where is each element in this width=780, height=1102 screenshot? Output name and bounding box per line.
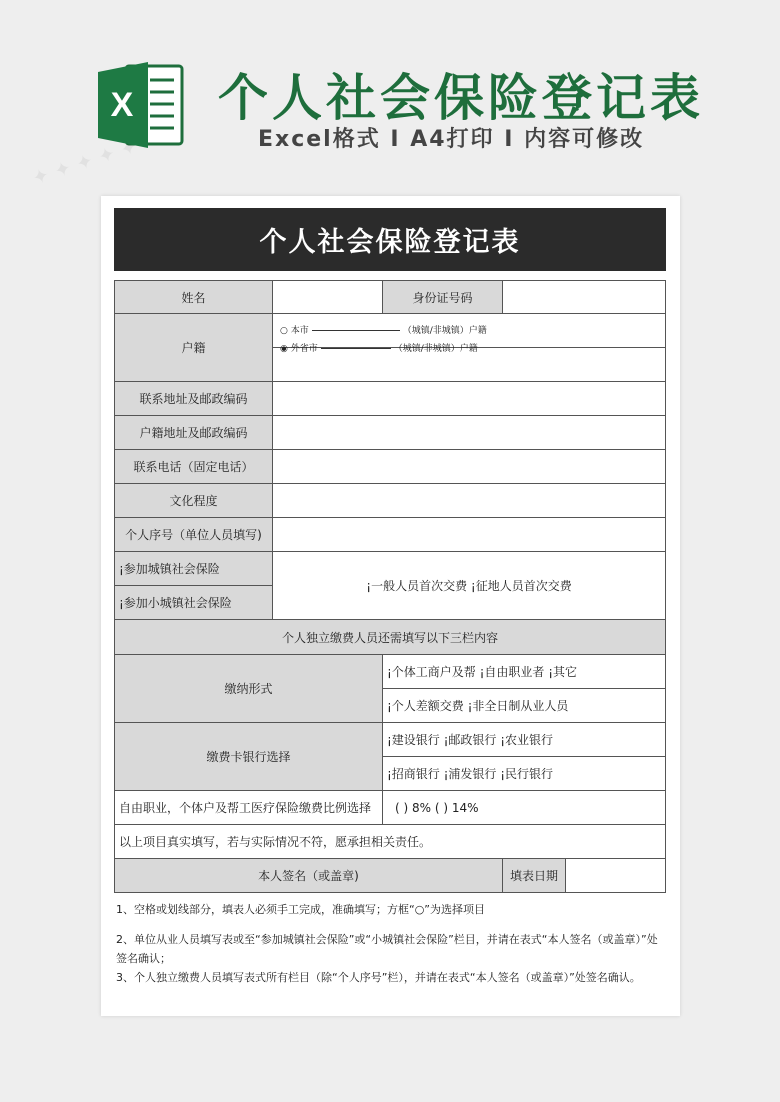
section-header: 个人独立缴费人员还需填写以下三栏内容 (114, 619, 666, 655)
declaration-text: 以上项目真实填写，若与实际情况不符，愿承担相关责任。 (114, 824, 666, 859)
note-3: 3、个人独立缴费人员填写表式所有栏目（除“个人序号”栏），并请在表式“本人签名（或盖章）”处签名确认。 (116, 971, 641, 984)
join-urban-option[interactable]: ¡参加城镇社会保险 (114, 551, 273, 586)
name-input[interactable] (272, 280, 383, 314)
pay-form-options-row1[interactable]: ¡个体工商户及帮 ¡自由职业者 ¡其它 (382, 654, 666, 689)
hukou-address-input[interactable] (272, 415, 666, 450)
note-2: 2、单位从业人员填写表或至“参加城镇社会保险”或“小城镇社会保险”栏目，并请在表式“本人签名（或盖章）”处签名确认； (116, 933, 658, 965)
bank-options-row2[interactable]: ¡招商银行 ¡浦发银行 ¡民行银行 (382, 756, 666, 791)
ratio-label: 自由职业，个体户及帮工医疗保险缴费比例选择 (114, 790, 383, 825)
excel-logo-icon (98, 58, 184, 152)
header-title: 个人社会保险登记表 (218, 69, 704, 127)
hukou-label: 户籍 (114, 313, 273, 382)
hukou-option-local[interactable]: ○ 本市 （城镇/非城镇）户籍 (280, 326, 487, 336)
id-label: 身份证号码 (382, 280, 503, 314)
contact-address-label: 联系地址及邮政编码 (114, 381, 273, 416)
contact-address-input[interactable] (272, 381, 666, 416)
phone-input[interactable] (272, 449, 666, 484)
name-label: 姓名 (114, 280, 273, 314)
serial-label: 个人序号（单位人员填写) (114, 517, 273, 552)
header-subtitle: Excel格式 I A4打印 I 内容可修改 (258, 127, 645, 152)
bank-label: 缴费卡银行选择 (114, 722, 383, 791)
first-payment-options[interactable]: ¡一般人员首次交费 ¡征地人员首次交费 (272, 551, 666, 620)
form-title-banner: 个人社会保险登记表 (114, 208, 666, 271)
watermark: ✦ ✦ ✦ ✦ ✦ (28, 133, 141, 191)
education-input[interactable] (272, 483, 666, 518)
ratio-options[interactable]: ( ) 8% ( ) 14% (382, 790, 666, 825)
logo-letter: X (110, 86, 134, 124)
date-input[interactable] (565, 858, 666, 893)
pay-form-options-row2[interactable]: ¡个人差额交费 ¡非全日制从业人员 (382, 688, 666, 723)
pay-form-label: 缴纳形式 (114, 654, 383, 723)
date-label: 填表日期 (502, 858, 566, 893)
note-1: 1、空格或划线部分，填表人必须手工完成，准确填写；方框“○”为选择项目 (116, 903, 485, 916)
hukou-address-label: 户籍地址及邮政编码 (114, 415, 273, 450)
join-town-option[interactable]: ¡参加小城镇社会保险 (114, 585, 273, 620)
phone-label: 联系电话（固定电话） (114, 449, 273, 484)
education-label: 文化程度 (114, 483, 273, 518)
bank-options-row1[interactable]: ¡建设银行 ¡邮政银行 ¡农业银行 (382, 722, 666, 757)
id-input[interactable] (502, 280, 666, 314)
signature-label: 本人签名（或盖章) (114, 858, 503, 893)
hukou-option-other[interactable]: ◉ 外省市 （城镇/非城镇）户籍 (280, 344, 478, 354)
serial-input[interactable] (272, 517, 666, 552)
